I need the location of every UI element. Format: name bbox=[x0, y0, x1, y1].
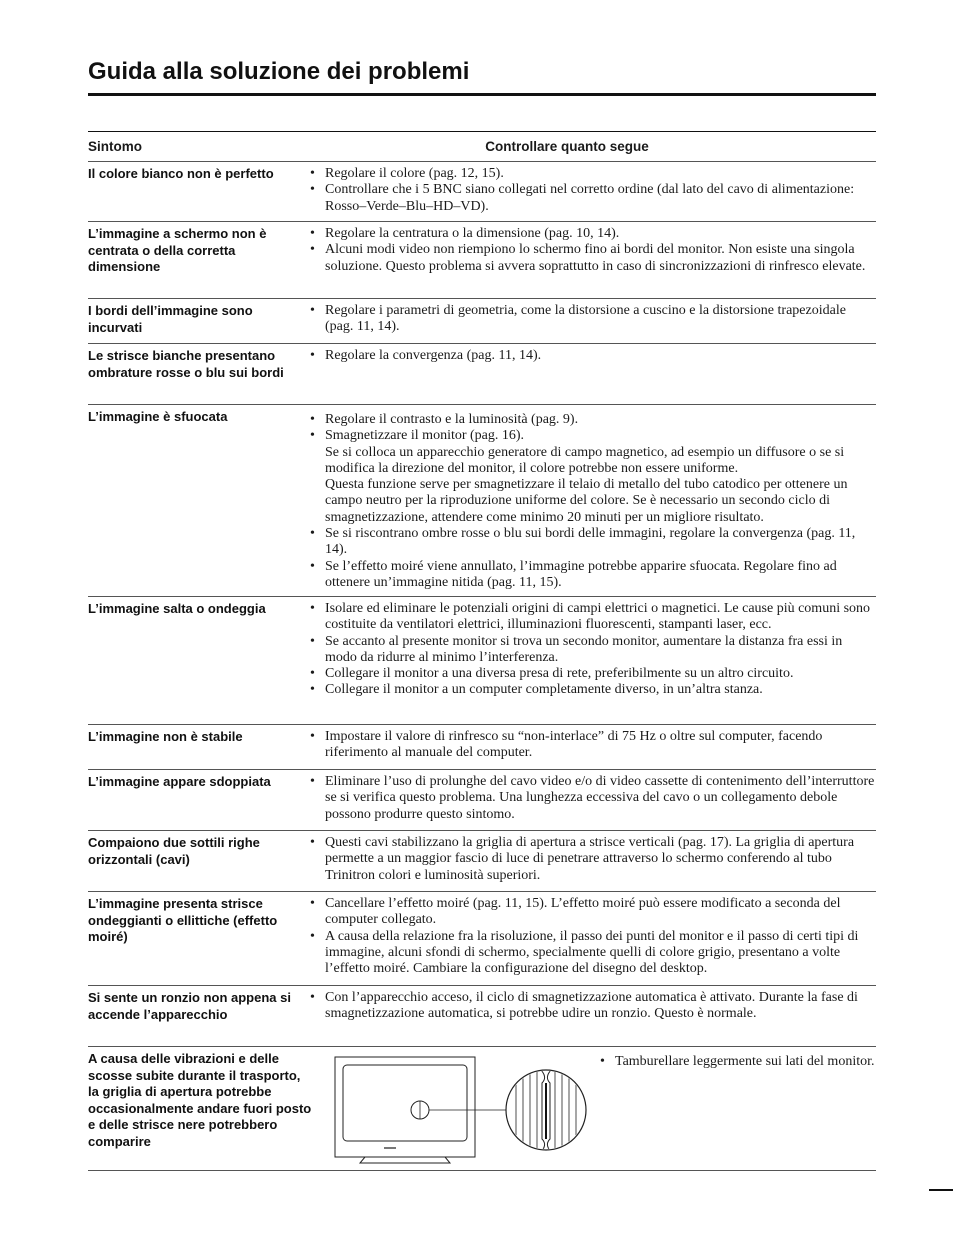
list-item: • Isolare ed eliminare le potenziali origini di campi elettrici o magnetici. Le cause più comuni sono costituite da ventilatori elettrici, illuminazioni fluorescenti, stampanti laser, ecc. bbox=[310, 601, 876, 634]
troubleshooting-table bbox=[88, 131, 876, 1171]
table-row bbox=[88, 831, 876, 892]
check-column-header: Controllare quanto segue bbox=[485, 139, 649, 154]
monitor-illustration bbox=[320, 1047, 600, 1170]
symptom-cell: I bordi dell’immagine sono incurvati bbox=[88, 303, 253, 335]
check-cell bbox=[310, 770, 876, 830]
table-header bbox=[88, 132, 876, 162]
list-item bbox=[310, 428, 876, 444]
table-row bbox=[88, 597, 876, 725]
title-rule bbox=[88, 93, 876, 96]
list-item: • Cancellare l’effetto moiré (pag. 11, 15). L’effetto moiré può essere modificato a seconda del computer collegato. bbox=[310, 896, 876, 929]
symptom-cell: L’immagine appare sdoppiata bbox=[88, 774, 271, 789]
table-row bbox=[88, 770, 876, 831]
check-cell bbox=[310, 162, 876, 221]
list-item: • Regolare i parametri di geometria, come la distorsione a cuscino e la distorsione trapezoidale (pag. 11, 14). bbox=[310, 303, 876, 336]
monitor-tap-diagram bbox=[320, 1047, 600, 1170]
list-item: • Con l’apparecchio acceso, il ciclo di smagnetizzazione automatica è attivato. Durante la fase di smagnetizzazione automatica, si potrebbe udire un ronzio. Questo è normale. bbox=[310, 990, 876, 1023]
list-item: • Se l’effetto moiré viene annullato, l’immagine potrebbe apparire sfuocata. Regolare fino ad ottenere un’immagine nitida (pag. 11, 15). bbox=[310, 559, 876, 592]
list-item: • Impostare il valore di rinfresco su “non-interlace” di 75 Hz o oltre sul computer, facendo riferimento al manuale del computer. bbox=[310, 729, 876, 762]
check-cell bbox=[310, 222, 876, 298]
table-row bbox=[88, 222, 876, 299]
symptom-cell: A causa delle vibrazioni e delle scosse subite durante il trasporto, la griglia di apertura potrebbe occasionalmente andare fuori posto e delle strisce nere potrebbero comparire bbox=[88, 1051, 312, 1149]
list-item: • Regolare il colore (pag. 12, 15). bbox=[310, 166, 876, 182]
symptom-cell: Il colore bianco non è perfetto bbox=[88, 166, 274, 181]
symptom-cell: Le strisce bianche presentano ombrature rosse o blu sui bordi bbox=[88, 348, 284, 380]
note-text: Se si colloca un apparecchio generatore di campo magnetico, ad esempio un diffusore o se si modifica la direzione del monitor, il colore potrebbe non essere uniforme. bbox=[325, 444, 845, 476]
table-row bbox=[88, 1047, 876, 1171]
table-row bbox=[88, 986, 876, 1047]
list-item: • Regolare la centratura o la dimensione (pag. 10, 14). bbox=[310, 226, 876, 242]
check-cell bbox=[310, 725, 876, 769]
table-row bbox=[88, 162, 876, 222]
list-item: • Questi cavi stabilizzano la griglia di apertura a strisce verticali (pag. 17). La griglia di apertura permette a un maggior fascio di luce di penetrare attraverso lo schermo conferendo al tubo Trinitron colori e luminosità superiori. bbox=[310, 835, 876, 884]
symptom-cell: L’immagine a schermo non è centrata o della corretta dimensione bbox=[88, 226, 267, 274]
list-item: • Collegare il monitor a un computer completamente diverso, in un’altra stanza. bbox=[310, 682, 876, 698]
list-item: • Collegare il monitor a una diversa presa di rete, preferibilmente su un altro circuito. bbox=[310, 666, 876, 682]
check-cell bbox=[310, 831, 876, 891]
list-item: • Tamburellare leggermente sui lati del monitor. bbox=[600, 1054, 876, 1070]
list-item: • Se accanto al presente monitor si trova un secondo monitor, aumentare la distanza fra essi in modo da ridurre al minimo l’interferenza. bbox=[310, 634, 876, 667]
symptom-cell: Si sente un ronzio non appena si accende l’apparecchio bbox=[88, 990, 291, 1022]
table-row bbox=[88, 725, 876, 770]
check-cell bbox=[310, 892, 876, 985]
list-item: • Regolare il contrasto e la luminosità (pag. 9). bbox=[310, 412, 876, 428]
table-row bbox=[88, 405, 876, 597]
symptom-column-header: Sintomo bbox=[88, 139, 142, 154]
list-item: • Alcuni modi video non riempiono lo schermo fino ai bordi del monitor. Non esiste una singola soluzione. Questo problema si avvera soprattutto in caso di sincronizzazioni di rinfresco elevate. bbox=[310, 242, 876, 275]
table-row bbox=[88, 344, 876, 405]
list-item: • Controllare che i 5 BNC siano collegati nel corretto ordine (dal lato del cavo di alimentazione: Rosso–Verde–Blu–HD–VD). bbox=[310, 182, 876, 215]
list-item: • Eliminare l’uso di prolunghe del cavo video e/o di video cassette di contenimento dell’interruttore se si verifica questo problema. Una lunghezza eccessiva del cavo o un collegamento debole possono produrre questo sintomo. bbox=[310, 774, 876, 823]
page-edge-mark bbox=[929, 1189, 953, 1191]
list-item-text: Smagnetizzare il monitor (pag. 16). bbox=[325, 428, 525, 444]
check-cell bbox=[310, 405, 876, 596]
list-item: • Regolare la convergenza (pag. 11, 14). bbox=[310, 348, 876, 364]
symptom-cell: Compaiono due sottili righe orizzontali (cavi) bbox=[88, 835, 260, 867]
symptom-cell: L’immagine salta o ondeggia bbox=[88, 601, 266, 616]
check-cell bbox=[310, 986, 876, 1046]
table-row bbox=[88, 892, 876, 986]
symptom-cell: L’immagine presenta strisce ondeggianti o ellittiche (effetto moiré) bbox=[88, 896, 278, 944]
symptom-cell: L’immagine non è stabile bbox=[88, 729, 243, 744]
list-item: • Se si riscontrano ombre rosse o blu sui bordi delle immagini, regolare la convergenza (pag. 11, 14). bbox=[310, 526, 876, 559]
symptom-cell: L’immagine è sfuocata bbox=[88, 409, 228, 424]
page-title: Guida alla soluzione dei problemi bbox=[88, 58, 470, 85]
check-cell bbox=[600, 1047, 876, 1170]
check-cell bbox=[310, 597, 876, 724]
note-text: Questa funzione serve per smagnetizzare il telaio di metallo del tubo catodico per ottenere un campo neutro per la riproduzione uniforme del colore. Se è necessario un secondo ciclo di smagnetizzazione, attendere come minimo 20 minuti per un migliore risultato. bbox=[325, 477, 848, 525]
check-cell bbox=[310, 299, 876, 343]
check-cell bbox=[310, 344, 876, 404]
table-row bbox=[88, 299, 876, 344]
list-item: • A causa della relazione fra la risoluzione, il passo dei punti del monitor e il passo di certi tipi di immagine, alcuni sfondi di schermo, specialmente quelli di colore grigio, presentano a volte l’effetto moiré. Cambiare la configurazione del disegno del desktop. bbox=[310, 929, 876, 978]
